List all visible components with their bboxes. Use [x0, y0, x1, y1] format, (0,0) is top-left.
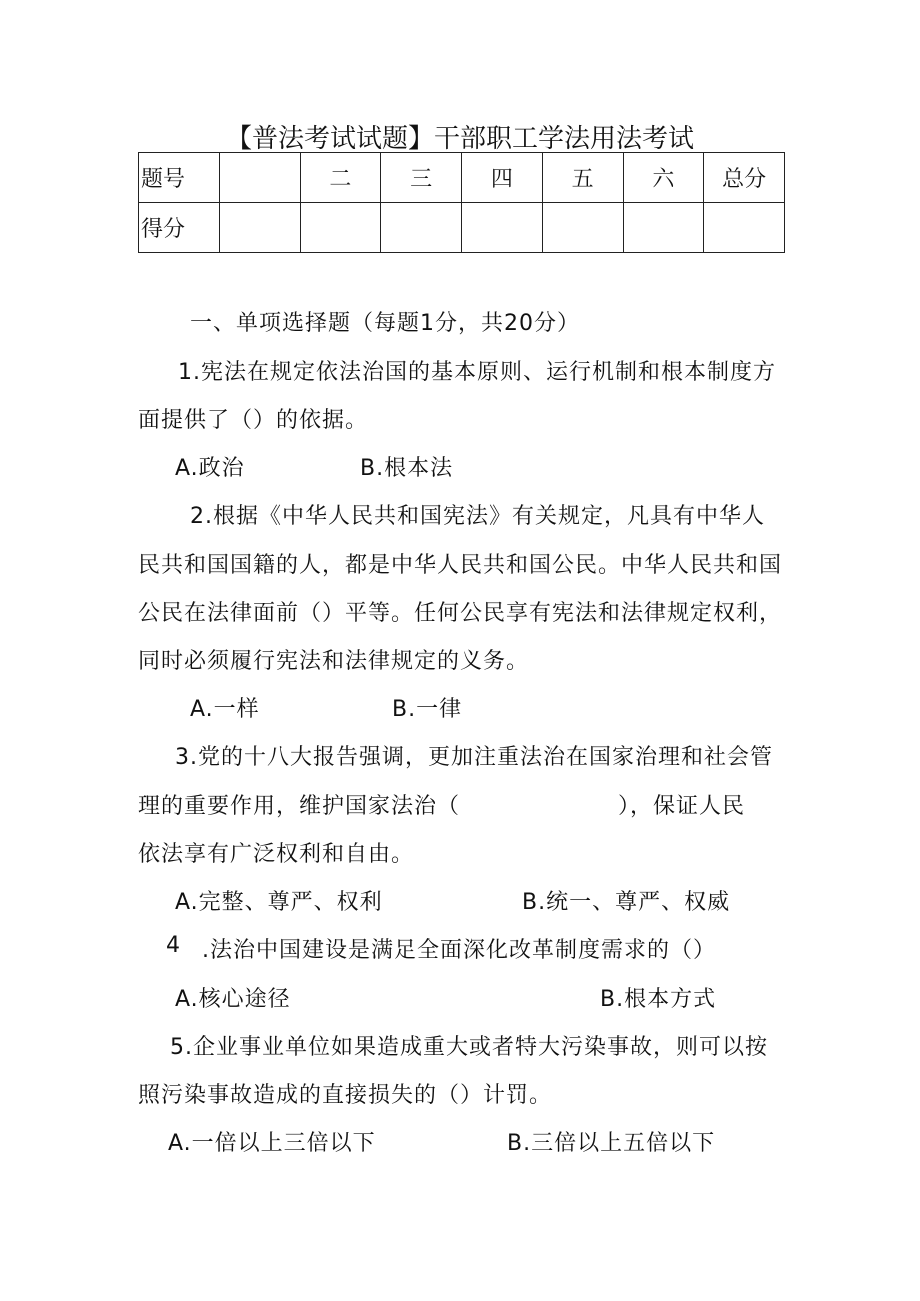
score-table-row-question-numbers [139, 153, 785, 203]
q3-text-line: 3.党的十八大报告强调，更加注重法治在国家治理和社会管 [175, 745, 773, 770]
q2-text-line: 2.根据《中华人民共和国宪法》有关规定，凡具有中华人 [190, 504, 765, 529]
q2-text-line: 民共和国国籍的人，都是中华人民共和国公民。中华人民共和国 [138, 553, 783, 578]
score-cell: 五 [542, 153, 623, 203]
score-cell [623, 203, 704, 253]
score-table [138, 152, 785, 253]
score-cell: 二 [300, 153, 381, 203]
q4-text-line: .法治中国建设是满足全面深化改革制度需求的（） [202, 938, 716, 963]
q3-option-b: B.统一、尊严、权威 [522, 890, 731, 915]
score-cell: 题号 [139, 153, 220, 203]
q1-text-line: 面提供了（）的依据。 [138, 408, 369, 433]
q4-option-b: B.根本方式 [600, 987, 717, 1012]
score-cell: 四 [462, 153, 543, 203]
score-cell: 总分 [704, 153, 785, 203]
q3-option-a: A.完整、尊严、权利 [175, 890, 383, 915]
score-cell [300, 203, 381, 253]
q1-text-line: 1.宪法在规定依法治国的基本原则、运行机制和根本制度方 [178, 360, 776, 385]
q5-text-line: 照污染事故造成的直接损失的（）计罚。 [138, 1083, 553, 1108]
score-cell [542, 203, 623, 253]
q4-number: 4 [166, 933, 181, 958]
score-cell: 得分 [139, 203, 220, 253]
q2-option-b: B.一律 [392, 697, 463, 722]
q4-option-a: A.核心途径 [175, 987, 291, 1012]
score-cell [462, 203, 543, 253]
score-cell [219, 153, 300, 203]
q1-option-a: A.政治 [175, 456, 245, 481]
score-cell: 六 [623, 153, 704, 203]
score-cell [219, 203, 300, 253]
q2-option-a: A.一样 [190, 697, 260, 722]
q2-text-line: 同时必须履行宪法和法律规定的义务。 [138, 649, 530, 674]
q3-text-line: ），保证人民 [618, 794, 746, 819]
section-heading: 一、单项选择题（每题1分，共20分） [190, 311, 580, 336]
document-title: 【普法考试试题】干部职工学法用法考试 [225, 124, 694, 154]
q3-text-line: 理的重要作用，维护国家法治（ [138, 794, 461, 819]
q1-option-b: B.根本法 [360, 456, 454, 481]
score-table-row-scores [139, 203, 785, 253]
score-cell: 三 [381, 153, 462, 203]
score-cell [704, 203, 785, 253]
q5-text-line: 5.企业事业单位如果造成重大或者特大污染事故，则可以按 [170, 1035, 768, 1060]
q2-text-line: 公民在法律面前（）平等。任何公民享有宪法和法律规定权利， [138, 601, 783, 626]
q3-text-line: 依法享有广泛权利和自由。 [138, 842, 415, 867]
q5-option-b: B.三倍以上五倍以下 [507, 1131, 716, 1156]
score-cell [381, 203, 462, 253]
q5-option-a: A.一倍以上三倍以下 [168, 1131, 376, 1156]
